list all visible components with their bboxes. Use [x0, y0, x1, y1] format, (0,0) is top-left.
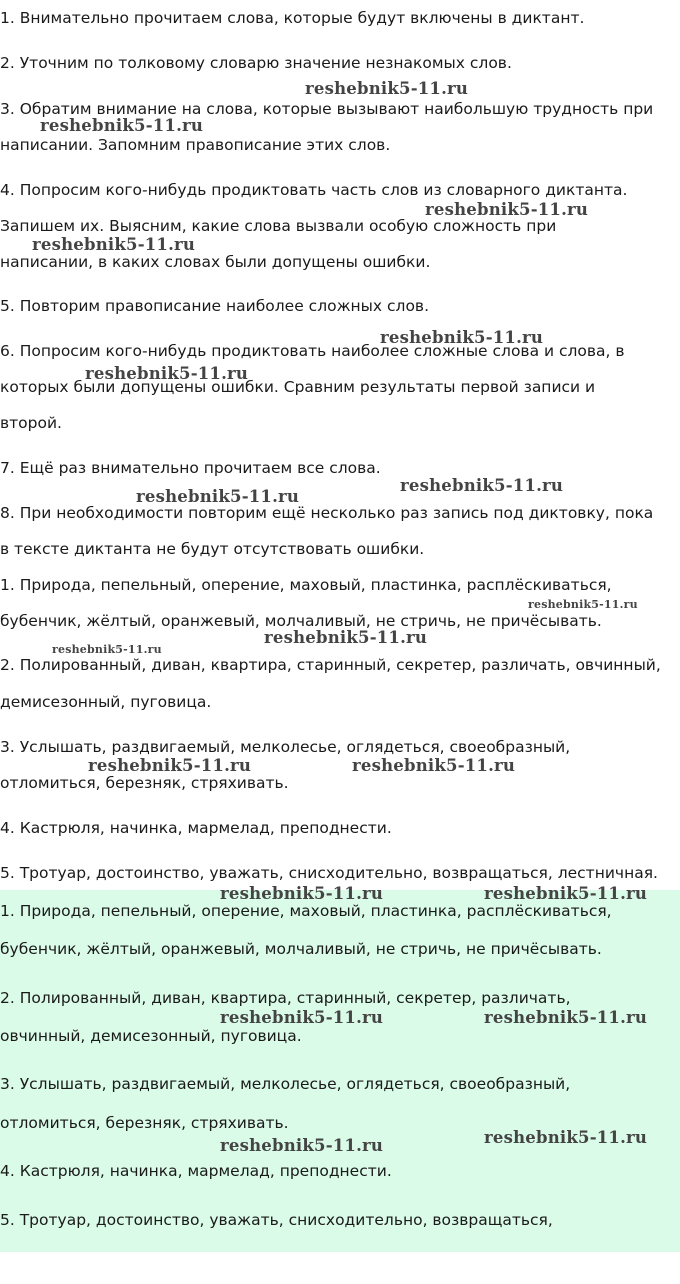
watermark: reshebnik5-11.ru	[32, 235, 196, 254]
text-line: овчинный, демисезонный, пуговица.	[0, 1027, 302, 1045]
watermark: reshebnik5-11.ru	[220, 1008, 384, 1027]
watermark: reshebnik5-11.ru	[40, 116, 204, 135]
text-line: 6. Попросим кого-нибудь продиктовать наиболее сложные слова и слова, в	[0, 342, 625, 360]
text-line: которых были допущены ошибки. Сравним результаты первой записи и	[0, 378, 596, 396]
text-line: бубенчик, жёлтый, оранжевый, молчаливый, не стричь, не причёсывать.	[0, 612, 602, 630]
watermark: reshebnik5-11.ru	[484, 1008, 648, 1027]
watermark: reshebnik5-11.ru	[88, 756, 252, 775]
watermark: reshebnik5-11.ru	[352, 756, 516, 775]
watermark: reshebnik5-11.ru	[264, 628, 428, 647]
text-line: 7. Ещё раз внимательно прочитаем все слова.	[0, 459, 381, 477]
text-line: 2. Полированный, диван, квартира, старинный, секретер, различать, овчинный,	[0, 656, 661, 674]
text-line: 5. Тротуар, достоинство, уважать, снисходительно, возвращаться, лестничная.	[0, 864, 658, 882]
text-line: 1. Природа, пепельный, оперение, маховый, пластинка, расплёскиваться,	[0, 902, 612, 920]
text-line: написании, в каких словах были допущены ошибки.	[0, 253, 431, 271]
watermark: reshebnik5-11.ru	[220, 884, 384, 903]
watermark: reshebnik5-11.ru	[52, 643, 162, 656]
text-line: 3. Обратим внимание на слова, которые вызывают наибольшую трудность при	[0, 100, 654, 118]
text-line: написании. Запомним правописание этих слов.	[0, 136, 391, 154]
watermark: reshebnik5-11.ru	[220, 1136, 384, 1155]
text-line: бубенчик, жёлтый, оранжевый, молчаливый, не стричь, не причёсывать.	[0, 940, 602, 958]
text-line: 8. При необходимости повторим ещё несколько раз запись под диктовку, пока	[0, 504, 654, 522]
watermark: reshebnik5-11.ru	[85, 364, 249, 383]
text-line: 4. Попросим кого-нибудь продиктовать часть слов из словарного диктанта.	[0, 181, 628, 199]
text-line: 1. Внимательно прочитаем слова, которые будут включены в диктант.	[0, 9, 585, 27]
watermark: reshebnik5-11.ru	[484, 884, 648, 903]
text-line: 3. Услышать, раздвигаемый, мелколесье, оглядеться, своеобразный,	[0, 738, 571, 756]
text-line: отломиться, березняк, стряхивать.	[0, 774, 289, 792]
watermark: reshebnik5-11.ru	[380, 328, 544, 347]
text-line: 4. Кастрюля, начинка, мармелад, преподнести.	[0, 819, 392, 837]
text-line: 5. Повторим правописание наиболее сложных слов.	[0, 297, 429, 315]
watermark: reshebnik5-11.ru	[136, 487, 300, 506]
text-line: 4. Кастрюля, начинка, мармелад, преподнести.	[0, 1162, 392, 1180]
watermark: reshebnik5-11.ru	[528, 598, 638, 611]
watermark: reshebnik5-11.ru	[425, 200, 589, 219]
text-line: 3. Услышать, раздвигаемый, мелколесье, оглядеться, своеобразный,	[0, 1075, 571, 1093]
text-line: в тексте диктанта не будут отсутствовать ошибки.	[0, 540, 425, 558]
text-line: 1. Природа, пепельный, оперение, маховый, пластинка, расплёскиваться,	[0, 576, 612, 594]
watermark: reshebnik5-11.ru	[484, 1128, 648, 1147]
text-line: 2. Уточним по толковому словарю значение незнакомых слов.	[0, 54, 512, 72]
text-line: демисезонный, пуговица.	[0, 693, 212, 711]
text-line: отломиться, березняк, стряхивать.	[0, 1114, 289, 1132]
text-line: 5. Тротуар, достоинство, уважать, снисходительно, возвращаться,	[0, 1211, 553, 1229]
text-line: 2. Полированный, диван, квартира, старинный, секретер, различать,	[0, 989, 571, 1007]
watermark: reshebnik5-11.ru	[400, 476, 564, 495]
text-line: Запишем их. Выясним, какие слова вызвали особую сложность при	[0, 217, 557, 235]
text-line: второй.	[0, 414, 62, 432]
watermark: reshebnik5-11.ru	[305, 79, 469, 98]
